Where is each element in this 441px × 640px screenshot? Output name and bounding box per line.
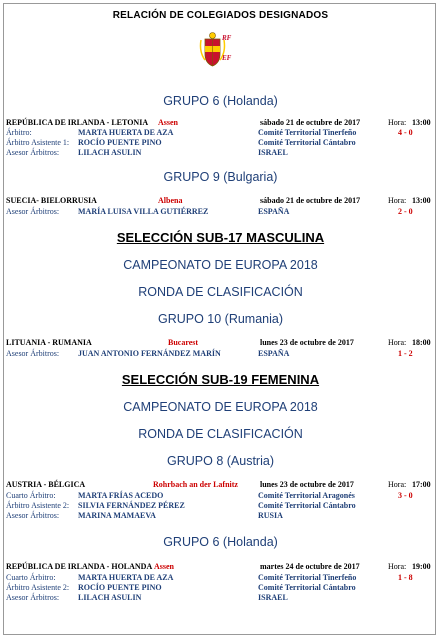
official-role: Árbitro Asistente 1:: [6, 138, 70, 147]
official-role: Asesor Árbitros:: [6, 511, 60, 520]
group-heading: GRUPO 10 (Rumania): [157, 312, 284, 326]
official-name: LILACH ASULIN: [78, 148, 142, 157]
match-teams: SUECIA- BIELORRUSIA: [6, 196, 97, 205]
official-role: Asesor Árbitros:: [6, 349, 60, 358]
official-committee: Comité Territorial Tinerfeño: [258, 573, 357, 582]
match-time: 19:00: [412, 562, 431, 571]
official-name: MARINA MAMAEVA: [78, 511, 156, 520]
page-title: RELACIÓN DE COLEGIADOS DESIGNADOS: [112, 10, 329, 21]
match-result: 3 - 0: [398, 491, 413, 500]
match-row: [0, 337, 441, 348]
official-name: LILACH ASULIN: [78, 593, 142, 602]
group-heading: GRUPO 6 (Holanda): [163, 94, 278, 108]
official-row: [0, 206, 441, 217]
svg-text:RF: RF: [222, 34, 232, 42]
match-teams: REPÚBLICA DE IRLANDA - LETONIA: [6, 118, 149, 127]
round-title: RONDA DE CLASIFICACIÓN: [138, 285, 303, 299]
match-teams: AUSTRIA - BÉLGICA: [6, 480, 86, 489]
group-heading: GRUPO 6 (Holanda): [163, 535, 278, 549]
official-name: MARÍA LUISA VILLA GUTIÉRREZ: [78, 207, 209, 216]
match-date: sábado 21 de octubre de 2017: [260, 118, 361, 127]
match-result: 2 - 0: [398, 207, 413, 216]
section-title: SELECCIÓN SUB-17 MASCULINA: [116, 230, 325, 245]
match-venue: Rohrbach an der Lafnitz: [153, 480, 238, 489]
official-name: ROCÍO PUENTE PINO: [78, 138, 162, 147]
match-time: 13:00: [412, 196, 431, 205]
official-role: Árbitro Asistente 2:: [6, 583, 70, 592]
match-date: lunes 23 de octubre de 2017: [260, 480, 354, 489]
official-row: [0, 348, 441, 359]
group-heading: GRUPO 9 (Bulgaria): [163, 170, 278, 184]
official-committee: Comité Territorial Cántabro: [258, 138, 356, 147]
match-date: sábado 21 de octubre de 2017: [260, 196, 361, 205]
official-committee: Comité Territorial Cántabro: [258, 501, 356, 510]
group-heading: GRUPO 8 (Austria): [167, 454, 274, 468]
official-committee: ISRAEL: [258, 148, 288, 157]
official-name: SILVIA FERNÁNDEZ PÉREZ: [78, 501, 185, 510]
match-row: [0, 479, 441, 490]
official-committee: Comité Territorial Aragonés: [258, 491, 355, 500]
official-role: Asesor Árbitros:: [6, 593, 60, 602]
official-role: Árbitro:: [6, 128, 32, 137]
match-date: martes 24 de octubre de 2017: [260, 562, 360, 571]
competition-title: CAMPEONATO DE EUROPA 2018: [123, 258, 318, 272]
official-committee: Comité Territorial Tinerfeño: [258, 128, 357, 137]
official-committee: RUSIA: [258, 511, 283, 520]
match-venue: Assen: [158, 118, 179, 127]
official-row: [0, 592, 441, 603]
time-label: Hora:: [388, 562, 407, 571]
round-title: RONDA DE CLASIFICACIÓN: [138, 427, 303, 441]
official-committee: ISRAEL: [258, 593, 288, 602]
match-time: 13:00: [412, 118, 431, 127]
section-title: SELECCIÓN SUB-19 FEMENINA: [121, 372, 320, 387]
official-committee: Comité Territorial Cántabro: [258, 583, 356, 592]
official-role: Asesor Árbitros:: [6, 148, 60, 157]
official-name: JUAN ANTONIO FERNÁNDEZ MARÍN: [78, 349, 221, 358]
competition-title: CAMPEONATO DE EUROPA 2018: [123, 400, 318, 414]
official-row: [0, 147, 441, 158]
match-teams: REPÚBLICA DE IRLANDA - HOLANDA: [6, 562, 153, 571]
rfef-crest-logo: [193, 30, 233, 70]
official-committee: ESPAÑA: [258, 349, 290, 358]
time-label: Hora:: [388, 480, 407, 489]
match-venue: Albena: [158, 196, 183, 205]
official-committee: ESPAÑA: [258, 207, 290, 216]
official-role: Árbitro Asistente 2:: [6, 501, 70, 510]
official-row: [0, 510, 441, 521]
match-venue: Bucarest: [168, 338, 199, 347]
time-label: Hora:: [388, 338, 407, 347]
match-row: [0, 195, 441, 206]
official-name: MARTA HUERTA DE AZA: [78, 128, 174, 137]
official-name: MARTA HUERTA DE AZA: [78, 573, 174, 582]
match-venue: Assen: [154, 562, 175, 571]
match-time: 17:00: [412, 480, 431, 489]
match-date: lunes 23 de octubre de 2017: [260, 338, 354, 347]
official-role: Cuarto Árbitro:: [6, 573, 56, 582]
official-name: MARTA FRÍAS ACEDO: [78, 491, 164, 500]
match-time: 18:00: [412, 338, 431, 347]
official-role: Cuarto Árbitro:: [6, 491, 56, 500]
svg-text:EF: EF: [222, 54, 232, 62]
official-role: Asesor Árbitros:: [6, 207, 60, 216]
match-result: 1 - 8: [398, 573, 413, 582]
match-teams: LITUANIA - RUMANIA: [6, 338, 92, 347]
time-label: Hora:: [388, 118, 407, 127]
time-label: Hora:: [388, 196, 407, 205]
match-result: 1 - 2: [398, 349, 413, 358]
match-result: 4 - 0: [398, 128, 413, 137]
official-name: ROCÍO PUENTE PINO: [78, 583, 162, 592]
match-row: [0, 561, 441, 572]
